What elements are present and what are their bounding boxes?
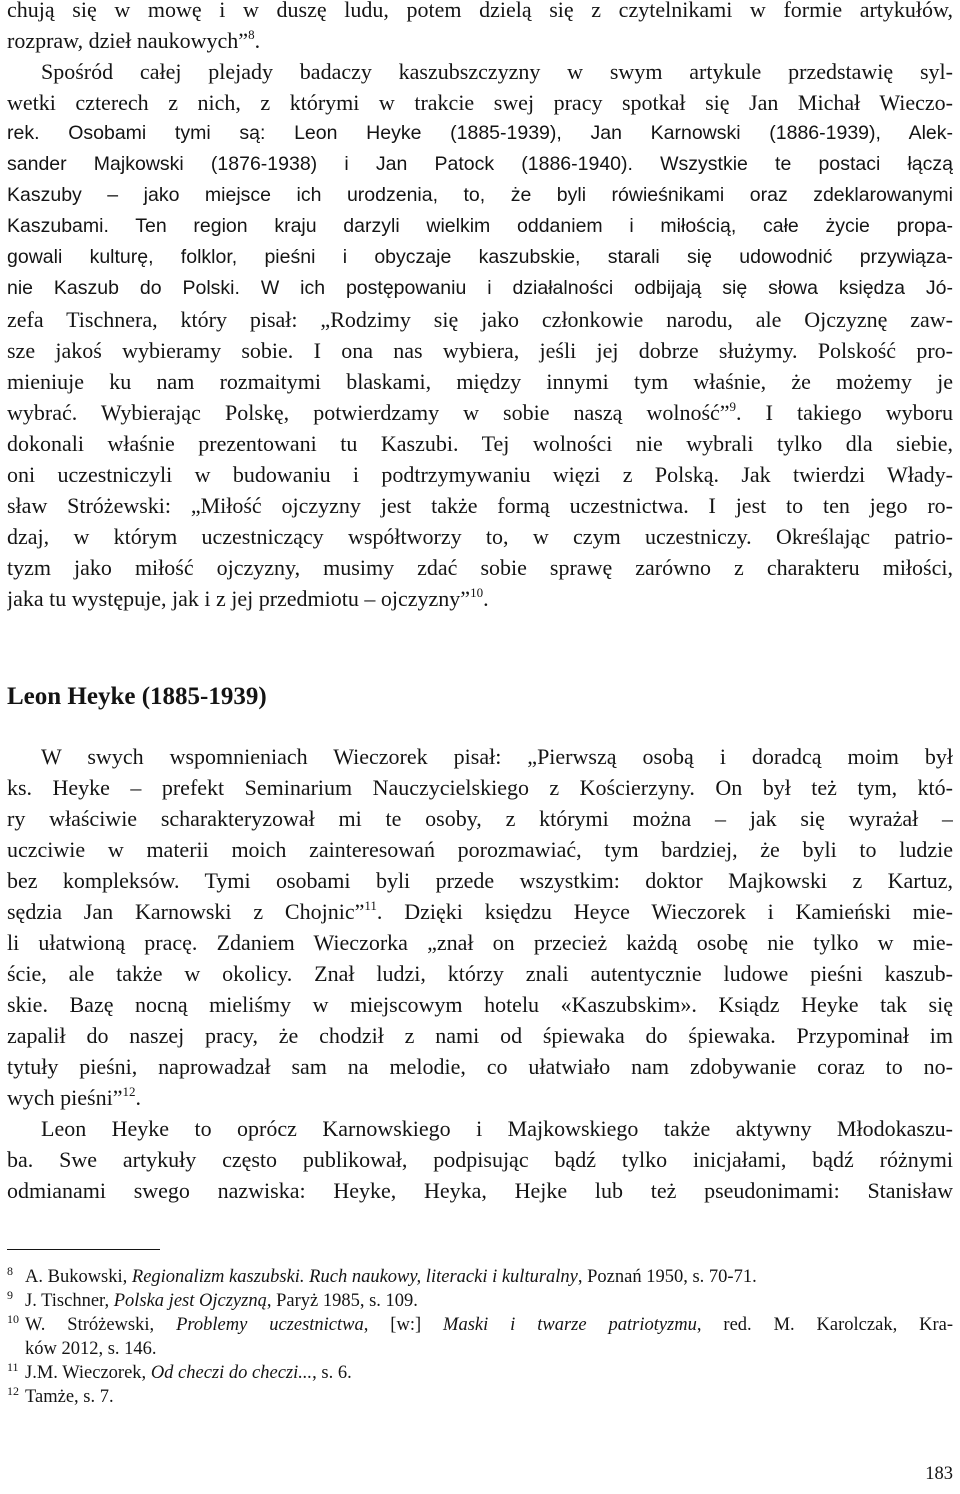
text-line xyxy=(7,803,953,834)
line-text-after: . xyxy=(483,586,489,611)
footnote-text: J. Tischner, xyxy=(25,1291,114,1311)
text-line xyxy=(7,927,953,958)
text-line xyxy=(7,896,953,927)
footnote-text: , [w:] xyxy=(363,1315,444,1335)
text-line xyxy=(7,741,953,772)
text-line xyxy=(7,25,953,56)
footnote-title: Problemy uczestnictwa xyxy=(176,1315,364,1335)
line-text: gowali kulturę, folklor, pieśni i obyczaje kaszubskie, starali się udowodnić przywiąza- xyxy=(7,246,953,268)
line-text: odmianami swego nazwiska: Heyke, Heyka, Hejke lub też pseudonimami: Stanisław xyxy=(7,1178,953,1203)
line-text: oni uczestniczyli w budowaniu i podtrzymywaniu więzi z Polską. Jak twierdzi Włady- xyxy=(7,462,953,487)
text-line xyxy=(7,118,953,149)
line-text: ba. Swe artykuły często publikował, podpisując bądź tylko inicjałami, bądź różnymi xyxy=(7,1147,953,1172)
text-line xyxy=(7,552,953,583)
line-text: rozpraw, dzieł naukowych” xyxy=(7,28,249,53)
text-line xyxy=(7,56,953,87)
line-text: chują się w mowę i w duszę ludu, potem dzielą się z czytelnikami w formie artykułów, xyxy=(7,0,953,22)
line-text: wybrać. Wybierając Polskę, potwierdzamy w sobie naszą wolność” xyxy=(7,400,730,425)
text-line xyxy=(7,834,953,865)
footnote-text: A. Bukowski, xyxy=(25,1267,132,1287)
line-text: Spośród całej plejady badaczy kaszubszczyzny w swym artykule przedstawię syl- xyxy=(41,59,953,84)
text-line xyxy=(7,459,953,490)
footnote-item: 12 Tamże, s. 7. xyxy=(7,1384,114,1407)
line-text: W swych wspomnieniach Wieczorek pisał: „Pierwszą osobą i doradcą moim był xyxy=(41,744,953,769)
line-text: tyzm jako miłość ojczyzny, musimy zdać sobie sprawę zarówno z charakteru miłości, xyxy=(7,555,953,580)
line-text: ry właściwie scharakteryzował mi te osoby, z którymi można – jak się wyrażał – xyxy=(7,806,953,831)
text-line xyxy=(7,149,953,180)
text-line xyxy=(7,1082,953,1113)
text-line xyxy=(7,772,953,803)
text-line xyxy=(7,865,953,896)
line-text: tytuły pieśni, naprowadzał sam na melodie, co ułatwiało nam zdobywanie coraz to no- xyxy=(7,1054,953,1079)
line-text: nie Kaszub do Polski. W ich postępowaniu i działalności odbijają się słowa księdza Jó- xyxy=(7,277,953,299)
text-line xyxy=(7,0,953,25)
footnote-item xyxy=(7,1337,953,1361)
footnote-text: W. Stróżewski, xyxy=(25,1315,177,1335)
line-text: rek. Osobami tymi są: Leon Heyke (1885-1939), Jan Karnowski (1886-1939), Alek- xyxy=(7,122,953,144)
footnote-text: Tamże, s. 7. xyxy=(25,1387,114,1407)
footnote-item: 8 A. Bukowski, Regionalizm kaszubski. Ruch naukowy, literacki i kulturalny, Poznań 1950, s. 70-71. xyxy=(7,1264,757,1287)
footnote-ref: 8 xyxy=(248,27,255,42)
line-text-after: . xyxy=(254,28,261,53)
text-line xyxy=(7,1144,953,1175)
text-line xyxy=(7,521,953,552)
footnote-ref: 12 xyxy=(122,1084,136,1099)
text-line xyxy=(7,304,953,335)
text-line xyxy=(7,397,953,428)
line-text-after: . I takiego wyboru xyxy=(736,400,953,425)
line-text: dokonali właśnie prezentowani tu Kaszubi. Tej wolności nie wybrali tylko dla siebie, xyxy=(7,431,953,456)
page-number: 183 xyxy=(925,1464,953,1484)
footnote-item: 9 J. Tischner, Polska jest Ojczyzną, Paryż 1985, s. 109. xyxy=(7,1288,418,1311)
text-line xyxy=(7,958,953,989)
text-line xyxy=(7,366,953,397)
text-line xyxy=(7,428,953,459)
footnote-ref: 10 xyxy=(470,585,484,600)
text-line xyxy=(7,989,953,1020)
text-line xyxy=(7,583,953,614)
text-line xyxy=(7,273,953,304)
footnote-ref: 11 xyxy=(364,898,377,913)
footnote-title: Maski i twarze patriotyzmu xyxy=(443,1315,697,1335)
footnotes xyxy=(7,1265,953,1409)
line-text-after: . Dzięki księdzu Heyce Wieczorek i Kamieński mie- xyxy=(376,899,953,924)
line-text: Kaszubami. Ten region kraju darzyli wielkim oddaniem i miłością, całe życie propa- xyxy=(7,215,953,237)
line-text-after: . xyxy=(135,1085,141,1110)
footnote-text: J.M. Wieczorek, xyxy=(25,1363,151,1383)
text-line xyxy=(7,335,953,366)
text-line xyxy=(7,1051,953,1082)
section-heading: Leon Heyke (1885-1939) xyxy=(7,683,267,710)
text-line xyxy=(7,1020,953,1051)
text-line xyxy=(7,490,953,521)
line-text: uczciwie w materii moich zainteresowań porozmawiać, tym bardziej, że byli to ludzie xyxy=(7,837,953,862)
line-text: wetki czterech z nich, z którymi w trakcie swej pracy spotkał się Jan Michał Wieczo- xyxy=(7,90,953,115)
footnote-text: , s. 6. xyxy=(312,1363,352,1383)
footnote-separator xyxy=(7,1249,160,1250)
line-text: Leon Heyke to oprócz Karnowskiego i Majkowskiego także aktywny Młodokaszu- xyxy=(41,1116,953,1141)
line-text: li ułatwioną pracę. Zdaniem Wieczorka „znał on przecież każdą osobę nie tylko w mie- xyxy=(7,930,953,955)
line-text: sze jakoś wybieramy sobie. I ona nas wybiera, jeśli jej dobrze służymy. Polskość pro- xyxy=(7,338,953,363)
footnote-text: , red. M. Karolczak, Kra- xyxy=(696,1315,953,1335)
line-text: sędzia Jan Karnowski z Chojnic” xyxy=(7,899,365,924)
footnote-item: 11 J.M. Wieczorek, Od checzi do checzi..., s. 6. xyxy=(7,1360,352,1383)
text-line xyxy=(7,180,953,211)
text-line xyxy=(7,87,953,118)
text-line xyxy=(7,1175,953,1206)
line-text: ście, ale także w okolicy. Znał ludzi, którzy znali autentycznie ludowe pieśni kaszub- xyxy=(7,961,953,986)
line-text: skie. Bazę nocną mieliśmy w miejscowym hotelu «Kaszubskim». Ksiądz Heyke tak się xyxy=(7,992,953,1017)
line-text: wych pieśni” xyxy=(7,1085,123,1110)
text-line xyxy=(7,211,953,242)
text-line xyxy=(7,242,953,273)
line-text: sław Stróżewski: „Miłość ojczyzny jest także formą uczestnictwa. I jest to ten jego ro- xyxy=(7,493,953,518)
footnote-text: ków 2012, s. 146. xyxy=(25,1339,157,1359)
footnote-ref: 9 xyxy=(729,399,737,414)
line-text: jaka tu występuje, jak i z jej przedmiotu – ojczyzny” xyxy=(7,586,471,611)
line-text: ks. Heyke – prefekt Seminarium Nauczycielskiego z Kościerzyny. On był też tym, któ- xyxy=(7,775,953,800)
body-text-top xyxy=(7,0,953,614)
footnote-title: Polska jest Ojczyzną xyxy=(113,1291,267,1311)
line-text: zapalił do naszej pracy, że chodził z nami od śpiewaka do śpiewaka. Przypominał im xyxy=(7,1023,953,1048)
footnote-text: , Poznań 1950, s. 70-71. xyxy=(577,1267,757,1287)
footnote-item: 10 W. Stróżewski, Problemy uczestnictwa, [w:] Maski i twarze patriotyzmu, red. M. Karolczak, Kra- xyxy=(7,1312,953,1335)
body-text-bottom xyxy=(7,741,953,1206)
line-text: bez kompleksów. Tymi osobami byli przede wszystkim: doktor Majkowski z Kartuz, xyxy=(7,868,953,893)
line-text: zefa Tischnera, który pisał: „Rodzimy się jako członkowie narodu, ale Ojczyznę zaw- xyxy=(7,307,953,332)
footnote-title: Od checzi do checzi... xyxy=(150,1363,313,1383)
line-text: Kaszuby – jako miejsce ich urodzenia, to, że byli rówieśnikami oraz zdeklarowanymi xyxy=(7,184,953,206)
footnote-text: , Paryż 1985, s. 109. xyxy=(266,1291,418,1311)
line-text: dzaj, w którym uczestniczący współtworzy to, w czym uczestniczy. Określając patrio- xyxy=(7,524,953,549)
line-text: sander Majkowski (1876-1938) i Jan Patock (1886-1940). Wszystkie te postaci łączą xyxy=(7,153,953,175)
text-line xyxy=(7,1113,953,1144)
footnote-title: Regionalizm kaszubski. Ruch naukowy, literacki i kulturalny xyxy=(131,1267,578,1287)
line-text: mieniuje ku nam rozmaitymi blaskami, między innymi tym właśnie, że możemy je xyxy=(7,369,953,394)
